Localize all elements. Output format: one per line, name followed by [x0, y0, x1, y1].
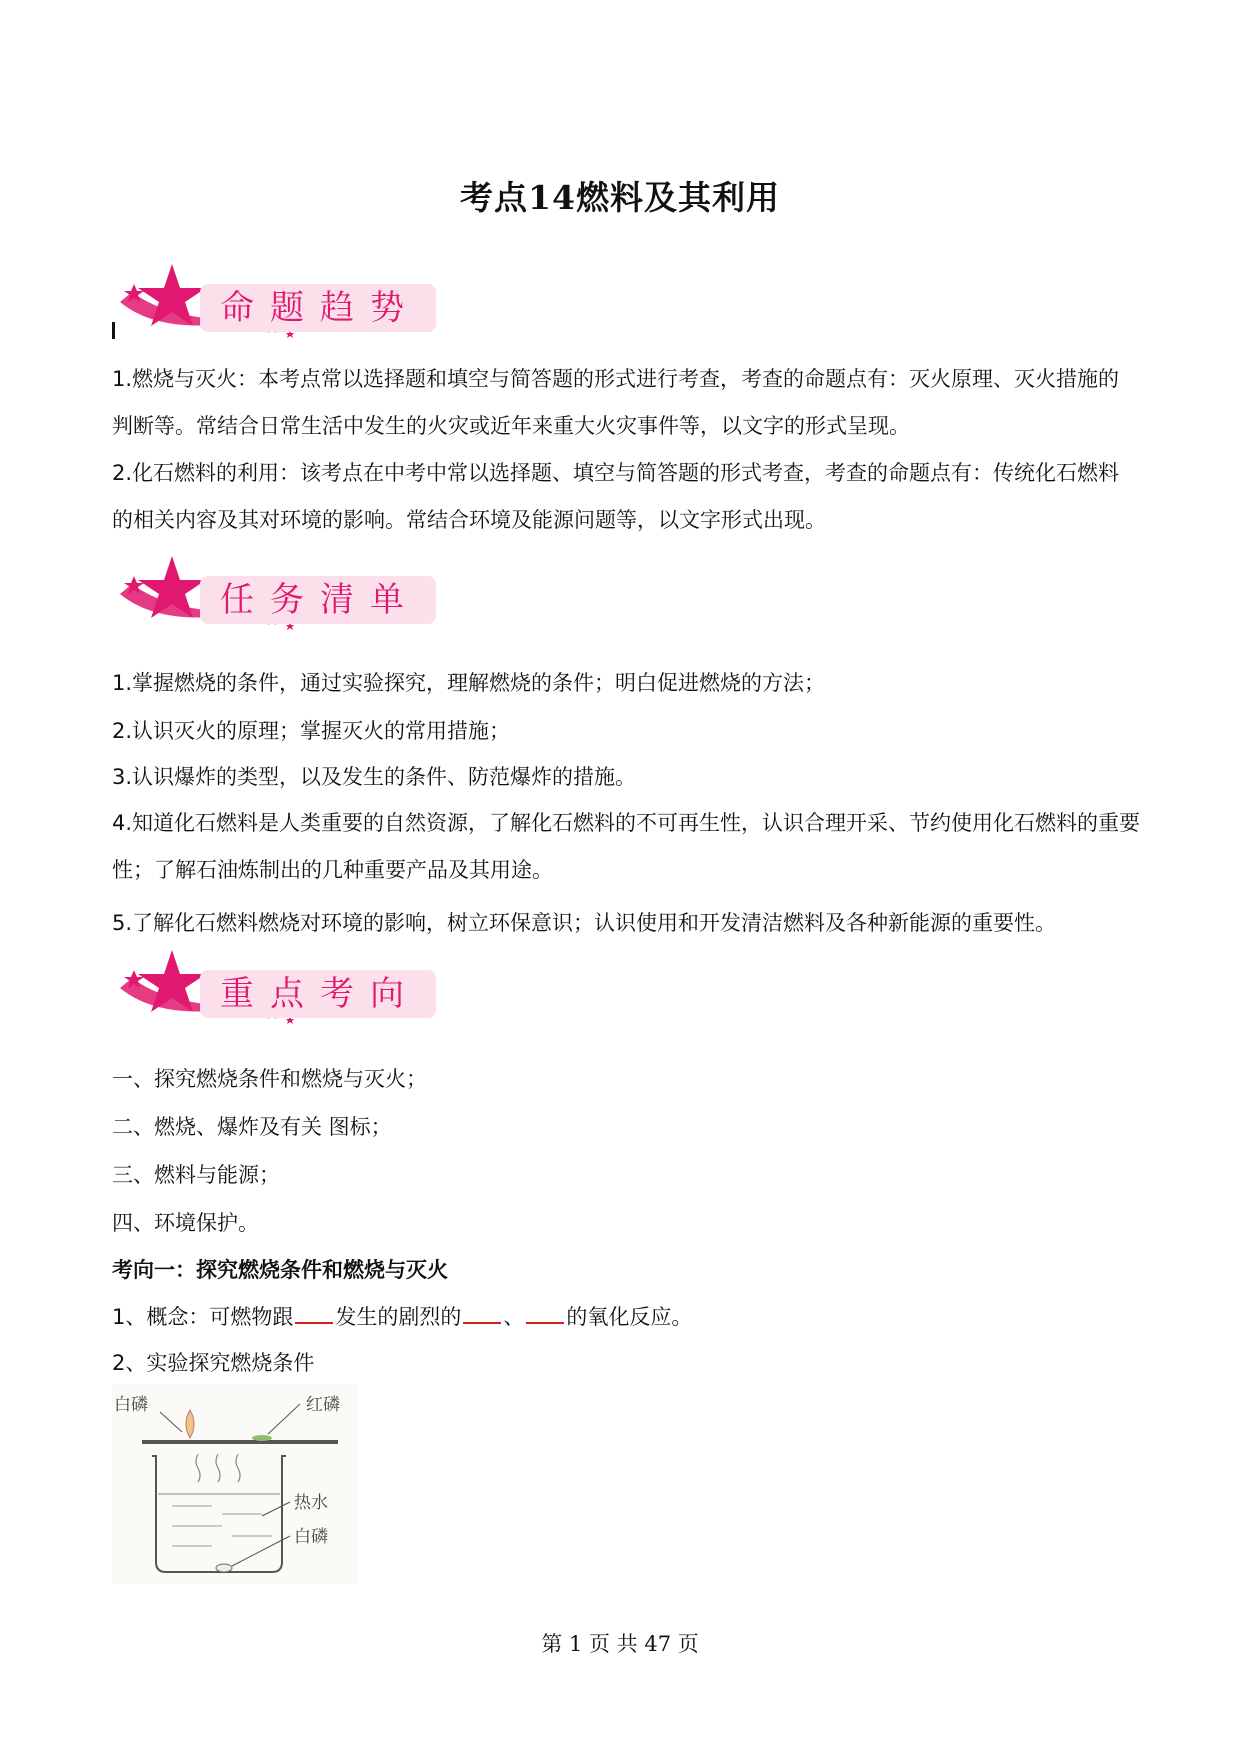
task-item-4: 4.知道化石燃料是人类重要的自然资源，了解化石燃料的不可再生性，认识合理开采、节约使用化石燃料的重要性；了解石油炼制出的几种重要产品及其用途。	[112, 811, 1141, 882]
experiment-diagram	[112, 1384, 358, 1584]
section-heading: 考向一：探究燃烧条件和燃烧与灭火	[112, 1258, 448, 1282]
concept-line	[112, 1302, 1142, 1332]
label-white-phosphorus-bottom: 白磷	[294, 1527, 328, 1547]
focus-item-4: 四、环境保护。	[112, 1211, 259, 1235]
focus-item-1: 一、探究燃烧条件和燃烧与灭火；	[112, 1067, 427, 1091]
blank-3	[526, 1302, 564, 1324]
text-cursor	[112, 322, 115, 339]
label-red-phosphorus: 红磷	[306, 1395, 340, 1415]
task-item-1: 1.掌握燃烧的条件，通过实验探究，理解燃烧的条件；明白促进燃烧的方法；	[112, 671, 826, 695]
task-item-2: 2.认识灭火的原理；掌握灭火的常用措施；	[112, 719, 511, 743]
label-white-phosphorus-top: 白磷	[114, 1395, 148, 1415]
blank-1	[295, 1302, 333, 1324]
task-item-3: 3.认识爆炸的类型，以及发生的条件、防范爆炸的措施。	[112, 765, 637, 789]
concept-suffix: 的氧化反应。	[566, 1305, 693, 1329]
banner-focus	[112, 948, 420, 1038]
experiment-heading: 2、实验探究燃烧条件	[112, 1351, 315, 1375]
page-title: 考点14燃料及其利用	[460, 178, 780, 217]
banner-focus-label: 重点考向	[200, 970, 436, 1018]
focus-item-2: 二、燃烧、爆炸及有关 图标；	[112, 1115, 392, 1139]
banner-tasks-label: 任务清单	[200, 576, 436, 624]
banner-trend	[112, 262, 420, 352]
blank-2	[463, 1302, 501, 1324]
page-footer: 第 1 页 共 47 页	[541, 1632, 699, 1656]
label-hot-water: 热水	[294, 1493, 328, 1513]
trend-item-2: 2.化石燃料的利用：该考点在中考中常以选择题、填空与简答题的形式考查，考查的命题点有：传统化石燃料的相关内容及其对环境的影响。常结合环境及能源问题等，以文字形式出现。	[112, 461, 1120, 532]
concept-mid1: 发生的剧烈的	[335, 1305, 462, 1329]
task-item-5: 5.了解化石燃料燃烧对环境的影响，树立环保意识；认识使用和开发清洁燃料及各种新能源的重要性。	[112, 911, 1057, 935]
concept-mid2: 、	[503, 1305, 525, 1329]
trend-item-1: 1.燃烧与灭火：本考点常以选择题和填空与简答题的形式进行考查，考查的命题点有：灭火原理、灭火措施的判断等。常结合日常生活中发生的火灾或近年来重大火灾事件等，以文字的形式呈现。	[112, 367, 1120, 438]
focus-item-3: 三、燃料与能源；	[112, 1163, 280, 1187]
banner-tasks	[112, 554, 420, 644]
concept-prefix: 1、概念：可燃物跟	[112, 1305, 294, 1329]
banner-trend-label: 命题趋势	[200, 284, 436, 332]
